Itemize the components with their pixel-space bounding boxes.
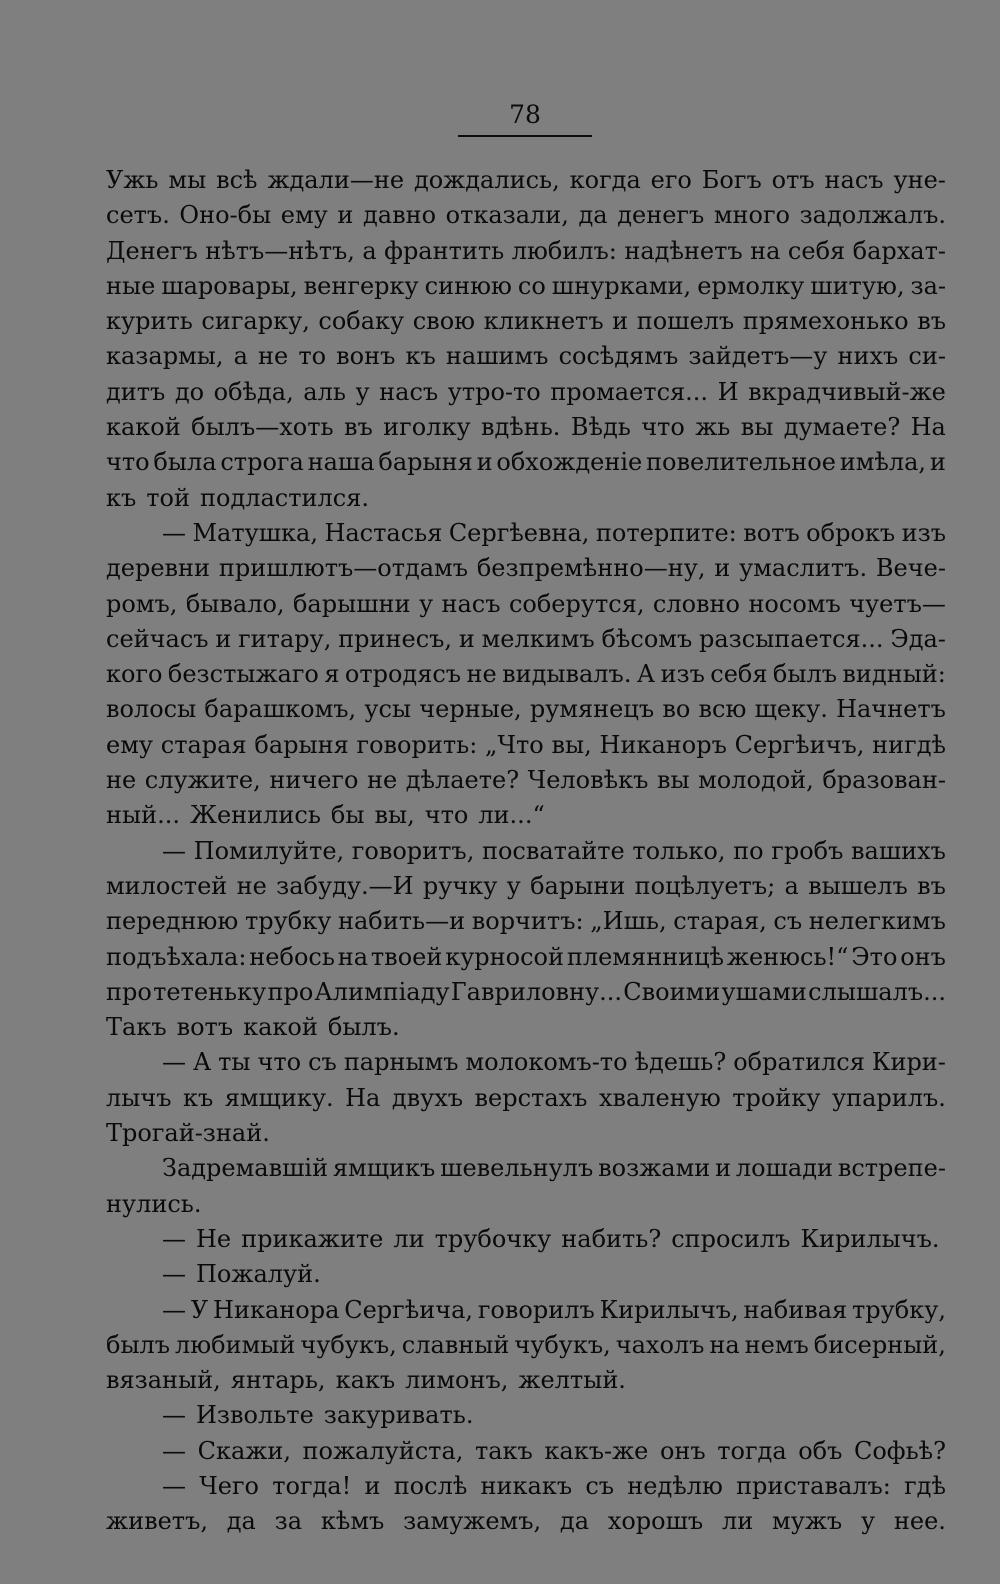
text-line: вязаный, янтарь, какъ лимонъ, желтый.	[106, 1366, 626, 1395]
text-line: нулись.	[106, 1189, 202, 1218]
text-line: — Не прикажите ли трубочку набить? спросилъ Кирилычъ.	[162, 1224, 940, 1253]
text-line: сетъ. Оно-бы ему и давно отказали, да денегъ много задолжалъ.	[106, 201, 946, 230]
text-line: — А ты что съ парнымъ молокомъ-то ѣдешь? обратился Кири-	[162, 1048, 946, 1077]
text-line: подъѣхала: небось на твоей курносой племянницѣ женюсь!“ Это онъ	[106, 942, 946, 971]
text-line: кого безстыжаго я отродясъ не видывалъ. А изъ себя былъ видный:	[106, 660, 946, 689]
text-line: Ужь мы всѣ ждали—не дождались, когда его Богъ отъ насъ уне-	[106, 166, 946, 194]
text-line: — Пожалуй.	[162, 1260, 321, 1289]
header-rule	[458, 135, 592, 137]
text-line: ный... Женились бы вы, что ли...“	[106, 801, 545, 830]
text-line: Задремавшій ямщикъ шевельнулъ возжами и лошади встрепе-	[162, 1154, 946, 1183]
text-line: сейчасъ и гитару, принесъ, и мелкимъ бѣсомъ разсыпается... Эда-	[106, 624, 946, 653]
text-line: деревни пришлютъ—отдамъ безпремѣнно—ну, и умаслитъ. Вече-	[106, 554, 946, 583]
text-line: — У Никанора Сергѣича, говорилъ Кирилычъ, набивая трубку,	[162, 1295, 946, 1324]
text-line: милостей не забуду.—И ручку у барыни поцѣлуетъ; а вышелъ въ	[106, 871, 946, 900]
text-line: лычъ къ ямщику. На двухъ верстахъ хваленую тройку упарилъ.	[106, 1083, 946, 1112]
text-line: курить сигарку, собаку свою кликнетъ и пошелъ прямехонько въ	[106, 307, 946, 336]
text-line: дитъ до обѣда, аль у насъ утро-то промается... И вкрадчивый-же	[106, 377, 946, 406]
text-line: не служите, ничего не дѣлаете? Человѣкъ вы молодой, бразован-	[106, 766, 946, 795]
text-line: казармы, а не то вонъ къ нашимъ сосѣдямъ зайдетъ—у нихъ си-	[106, 342, 946, 371]
text-line: Такъ вотъ какой былъ.	[106, 1013, 400, 1042]
text-line: про тетеньку про Алимпіаду Гавриловну... Своими ушами слышалъ...	[106, 977, 946, 1006]
text-line: — Скажи, пожалуйста, такъ какъ-же онъ тогда объ Софьѣ?	[162, 1436, 946, 1465]
body-text	[106, 163, 946, 1540]
text-line: къ той подластился.	[106, 483, 369, 512]
page-number: 78	[509, 100, 541, 129]
text-line: Денегъ нѣтъ—нѣтъ, а франтить любилъ: надѣнетъ на себя бархат-	[106, 236, 946, 265]
text-line: — Матушка, Настасья Сергѣевна, потерпите: вотъ оброкъ изъ	[162, 518, 946, 547]
text-line: волосы барашкомъ, усы черные, румянецъ во всю щеку. Начнетъ	[106, 695, 946, 724]
text-line: что была строга наша барыня и обхожденіе повелительное имѣла, и	[106, 448, 946, 477]
text-line: — Чего тогда! и послѣ никакъ съ недѣлю приставалъ: гдѣ	[162, 1471, 946, 1500]
text-line: былъ любимый чубукъ, славный чубукъ, чахолъ на немъ бисерный,	[106, 1330, 946, 1359]
text-line: ные шаровары, венгерку синюю со шнурками, ермолку шитую, за-	[106, 271, 946, 300]
text-line: — Помилуйте, говоритъ, посватайте только, по гробъ вашихъ	[162, 836, 946, 865]
text-line: ему старая барыня говорить: „Что вы, Никаноръ Сергѣичъ, нигдѣ	[106, 730, 946, 759]
text-line: переднюю трубку набить—и ворчитъ: „Ишь, старая, съ нелегкимъ	[106, 907, 946, 936]
text-line: живетъ, да за кѣмъ замужемъ, да хорошъ ли мужъ у нее.	[106, 1507, 946, 1536]
text-line: ромъ, бывало, барышни у насъ соберутся, словно носомъ чуетъ—	[106, 589, 946, 618]
text-line: — Извольте закуривать.	[162, 1401, 474, 1430]
text-line: Трогай-знай.	[106, 1119, 270, 1148]
text-line: какой былъ—хоть въ иголку вдѣнь. Вѣдь что жь вы думаете? На	[106, 413, 946, 442]
